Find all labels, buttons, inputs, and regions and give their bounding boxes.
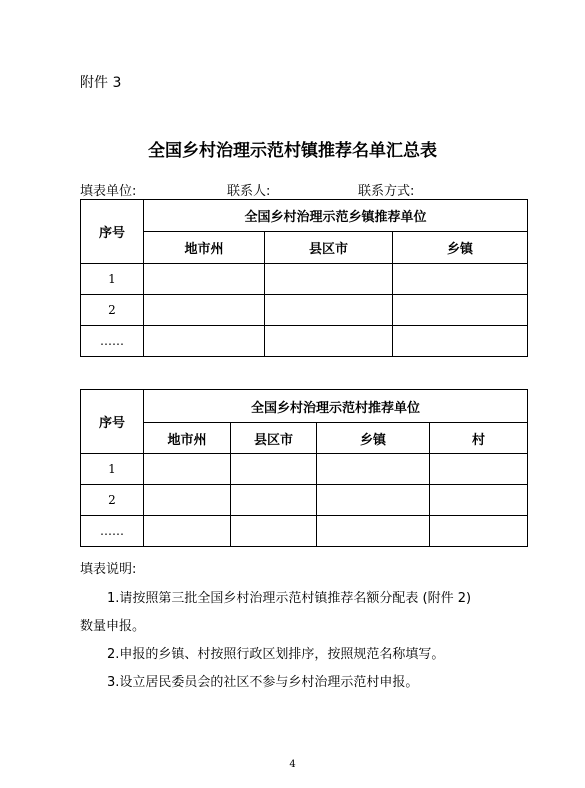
table-cell [144, 264, 265, 295]
table-row [81, 326, 528, 357]
table-cell [144, 454, 231, 485]
table-row [81, 454, 528, 485]
row-number: …… [81, 326, 144, 357]
row-number: 2 [81, 485, 144, 516]
township-table [80, 199, 528, 357]
fill-contact-label: 联系人: [227, 184, 271, 199]
column-header-county: 县区市 [265, 232, 393, 264]
table-cell [393, 295, 528, 326]
table-cell [430, 485, 528, 516]
row-number: 1 [81, 454, 144, 485]
table-cell [317, 516, 430, 547]
table-row [81, 264, 528, 295]
table-cell [265, 295, 393, 326]
table-cell [393, 264, 528, 295]
table-cell [144, 516, 231, 547]
document-title: 全国乡村治理示范村镇推荐名单汇总表 [148, 141, 437, 161]
row-number: 2 [81, 295, 144, 326]
note-item-2: 2.申报的乡镇、村按照行政区划排序，按照规范名称填写。 [107, 647, 445, 662]
fill-method-label: 联系方式: [358, 184, 415, 199]
table-cell [430, 516, 528, 547]
fill-unit-label: 填表单位: [80, 184, 137, 199]
group-header: 全国乡村治理示范乡镇推荐单位 [144, 200, 528, 232]
table-cell [317, 454, 430, 485]
table-row [81, 295, 528, 326]
column-header-city: 地市州 [144, 232, 265, 264]
row-number: 1 [81, 264, 144, 295]
column-header-city: 地市州 [144, 423, 231, 454]
note-item-1: 1.请按照第三批全国乡村治理示范村镇推荐名额分配表 (附件 2) [107, 591, 472, 606]
note-item-3: 3.设立居民委员会的社区不参与乡村治理示范村申报。 [107, 675, 419, 690]
table-cell [430, 454, 528, 485]
page-number: 4 [289, 759, 296, 770]
table-cell [265, 326, 393, 357]
column-header-county: 县区市 [231, 423, 317, 454]
table-cell [393, 326, 528, 357]
table-cell [144, 295, 265, 326]
seq-header: 序号 [81, 200, 144, 264]
table-cell [317, 485, 430, 516]
attachment-label: 附件 3 [80, 75, 122, 91]
group-header: 全国乡村治理示范村推荐单位 [144, 390, 528, 423]
table-cell [144, 485, 231, 516]
table-row [81, 485, 528, 516]
column-header-township: 乡镇 [393, 232, 528, 264]
seq-header: 序号 [81, 390, 144, 454]
column-header-village: 村 [430, 423, 528, 454]
row-number: …… [81, 516, 144, 547]
notes-heading: 填表说明: [80, 562, 137, 577]
village-table [80, 389, 528, 547]
table-row [81, 516, 528, 547]
column-header-township: 乡镇 [317, 423, 430, 454]
table-cell [144, 326, 265, 357]
table-cell [231, 516, 317, 547]
table-cell [231, 454, 317, 485]
table-cell [231, 485, 317, 516]
note-item-1-cont: 数量申报。 [80, 619, 146, 634]
table-cell [265, 264, 393, 295]
